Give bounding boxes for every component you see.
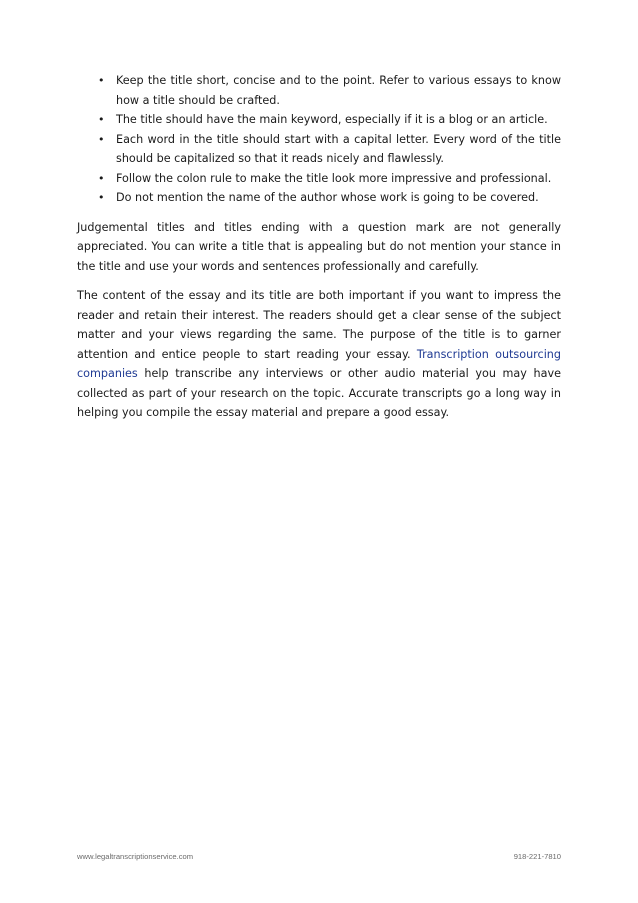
transcription-outsourcing-link[interactable]: Transcription outsourcing companies xyxy=(77,347,561,380)
list-item xyxy=(77,169,561,189)
footer-url: www.legaltranscriptionservice.com xyxy=(77,852,194,861)
list-item xyxy=(77,71,561,110)
list-item xyxy=(77,130,561,169)
list-item-text: Keep the title short, concise and to the point. Refer to various essays to know how a title should be crafted. xyxy=(116,74,561,107)
paragraph-content-and-title xyxy=(77,286,561,423)
tips-list xyxy=(77,71,561,208)
footer-phone: 918-221-7810 xyxy=(513,852,561,861)
list-item-text: Each word in the title should start with a capital letter. Every word of the title should be capitalized so that it reads nicely and flawlessly. xyxy=(116,132,561,165)
bullet-icon: • xyxy=(98,132,105,146)
paragraph-judgemental-titles: Judgemental titles and titles ending with a question mark are not generally appreciated. You can write a title that is appealing but do not mention your stance in the title and use your words and sentences professionally and carefully. xyxy=(77,220,561,273)
paragraph-text: help transcribe any interviews or other audio material you may have collected as part of your research on the topic. Accurate transcripts go a long way in helping you compile the essay material and prepare a good essay. xyxy=(77,367,561,419)
list-item-text: The title should have the main keyword, especially if it is a blog or an article. xyxy=(116,113,548,126)
bullet-icon: • xyxy=(98,191,105,204)
bullet-icon: • xyxy=(98,171,105,185)
bullet-icon: • xyxy=(98,113,105,126)
list-item-text: Follow the colon rule to make the title look more impressive and professional. xyxy=(116,171,552,185)
list-item-text: Do not mention the name of the author whose work is going to be covered. xyxy=(116,191,539,204)
list-item xyxy=(77,110,561,130)
list-item xyxy=(77,188,561,208)
bullet-icon: • xyxy=(98,74,105,87)
paragraph-text: The content of the essay and its title are both important if you want to impress the reader and retain their interest. The readers should get a clear sense of the subject matter and your views regarding the same. The purpose of the title is to garner attention and entice people to start reading your essay. xyxy=(77,289,561,361)
document-body xyxy=(77,71,561,423)
